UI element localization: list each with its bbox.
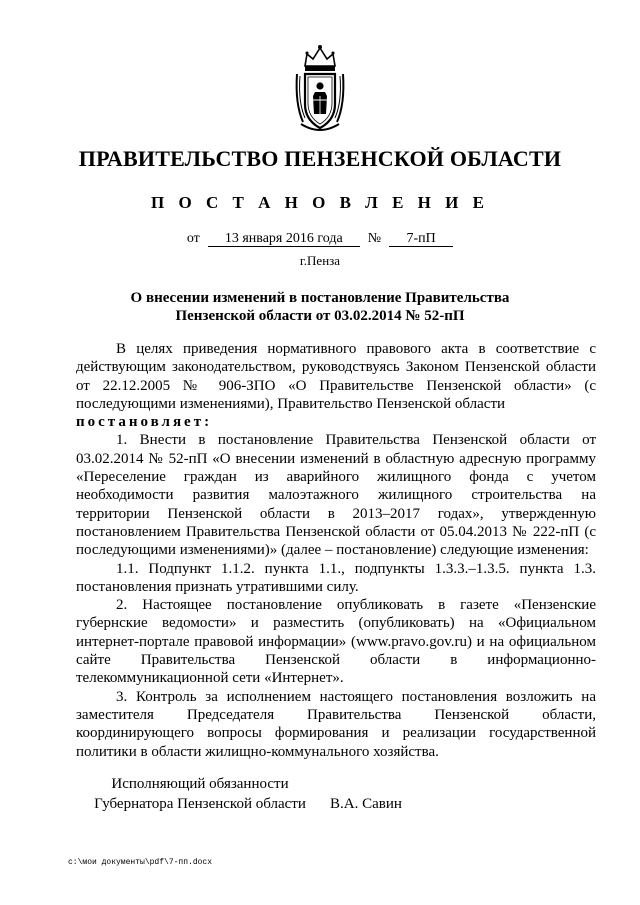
document-body: [76, 340, 596, 761]
date-number-line: [0, 231, 640, 247]
date-prefix: от: [186, 231, 200, 246]
city-name: г.Пенза: [299, 253, 341, 268]
item-1-paragraph: 1. Внести в постановление Правительства Пензенской области от 03.02.2014 № 52-пП «О внесении изменений в областную адресную программу «Переселение граждан из аварийного жилищного фонда с учетом необходимости развития малоэтажного жилищного строительства на территории Пензенской области в 2013–2017 годах», утвержденную постановлением Правительства Пензенской области от 05.04.2013 № 222-пП (с последующими изменениями)» (далее – постановление) следующие изменения:: [76, 432, 596, 559]
subject-line-1: О внесении изменений в постановление Правительства: [130, 290, 510, 306]
document-type-title: П О С Т А Н О В Л Е Н И Е: [151, 193, 489, 212]
signatory-name: В.А. Савин: [330, 796, 402, 812]
item-1-1-paragraph: 1.1. Подпункт 1.1.2. пункта 1.1., подпункты 1.3.3.–1.3.5. пункта 1.3. постановления признать утратившими силу.: [76, 560, 596, 595]
position-line-1: Исполняющий обязанности: [111, 776, 289, 792]
file-path-footer: c:\мои документы\pdf\7-пп.docx: [68, 858, 213, 867]
signatory-position: [80, 774, 320, 814]
decides-word: постановляет:: [76, 414, 213, 431]
item-3-paragraph: 3. Контроль за исполнением настоящего постановления возложить на заместителя Председателя Правительства Пензенской области, координирующего вопросы формирования и реализации государственной политики в области жилищно-коммунального хозяйства.: [76, 688, 596, 760]
subject-line-2: Пензенской области от 03.02.2014 № 52-пП: [175, 308, 465, 324]
government-title: ПРАВИТЕЛЬСТВО ПЕНЗЕНСКОЙ ОБЛАСТИ: [78, 146, 562, 171]
document-date: 13 января 2016 года: [208, 231, 360, 247]
position-line-2: Губернатора Пензенской области: [94, 796, 306, 812]
number-prefix: №: [367, 231, 382, 246]
document-number: 7-пП: [389, 231, 453, 247]
item-2-paragraph: 2. Настоящее постановление опубликовать в газете «Пензенские губернские ведомости» и разместить (опубликовать) на «Официальном интернет-портале правовой информации» (www.pravo.gov.ru) и на официальном сайте Правительства Пензенской области в информационно-телекоммуникационной сети «Интернет».: [76, 597, 596, 687]
coat-of-arms-icon: [293, 44, 347, 134]
intro-paragraph: В целях приведения нормативного правового акта в соответствие с действующим законодательством, руководствуясь Законом Пензенской области от 22.12.2005 № 906-ЗПО «О Правительстве Пензенской области» (с последующими изменениями), Правительство Пензенской области: [76, 341, 596, 412]
document-subject: [100, 289, 540, 325]
